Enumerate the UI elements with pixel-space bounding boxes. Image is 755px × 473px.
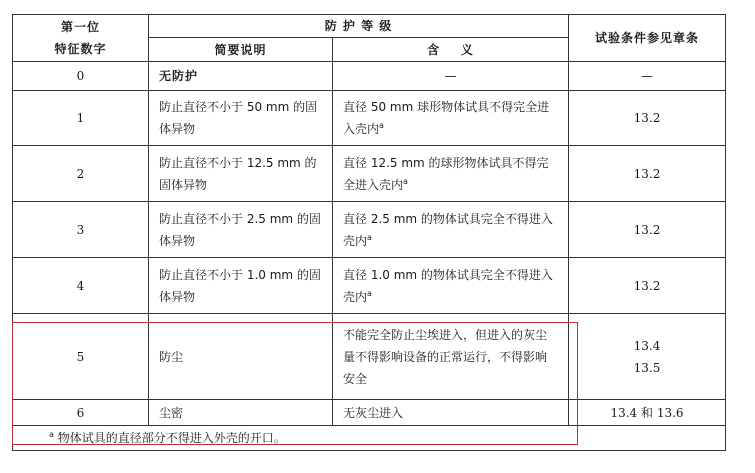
header-first-digit [13, 15, 149, 62]
table-row [13, 314, 726, 400]
ip-first-digit-table [12, 14, 726, 451]
test-cell [569, 314, 726, 400]
meaning-cell [333, 91, 569, 146]
digit-cell: 5 [13, 314, 149, 400]
digit-cell: 6 [13, 400, 149, 426]
header-first-digit-line1: 第一位 [60, 20, 100, 34]
footnote-text: 物体试具的直径部分不得进入外壳的开口。 [57, 431, 286, 445]
digit-cell: 3 [13, 202, 149, 258]
meaning-text: 直径 1.0 mm 的物体试具完全不得进入壳内 [343, 267, 553, 304]
test-cell: 13.2 [569, 146, 726, 202]
brief-cell: 防止直径不小于 50 mm 的固体异物 [149, 91, 333, 146]
header-protection-level: 防 护 等 级 [149, 15, 569, 38]
footnote-mark: a [367, 288, 372, 298]
table-row [13, 400, 726, 426]
header-row-1 [13, 15, 726, 38]
test-cell: 13.2 [569, 91, 726, 146]
table-row [13, 258, 726, 314]
meaning-cell [333, 146, 569, 202]
table-row [13, 202, 726, 258]
test-cell: 13.4 和 13.6 [569, 400, 726, 426]
meaning-cell [333, 258, 569, 314]
table-row [13, 62, 726, 91]
meaning-cell: — [333, 62, 569, 91]
meaning-cell: 不能完全防止尘埃进入，但进入的灰尘量不得影响设备的正常运行，不得影响安全 [333, 314, 569, 400]
digit-cell: 2 [13, 146, 149, 202]
table-row [13, 91, 726, 146]
test-cell: — [569, 62, 726, 91]
meaning-text: 直径 50 mm 球形物体试具不得完全进入壳内 [343, 100, 550, 136]
footnote-mark: a [367, 232, 372, 242]
brief-cell: 防止直径不小于 1.0 mm 的固体异物 [149, 258, 333, 314]
test-cell: 13.2 [569, 202, 726, 258]
meaning-text: 直径 2.5 mm 的物体试具完全不得进入壳内 [343, 211, 553, 248]
digit-cell: 1 [13, 91, 149, 146]
digit-cell: 0 [13, 62, 149, 91]
header-brief-description: 简要说明 [149, 38, 333, 62]
brief-cell: 防止直径不小于 2.5 mm 的固体异物 [149, 202, 333, 258]
meaning-cell [333, 202, 569, 258]
footnote-row [13, 426, 726, 451]
brief-cell: 尘密 [149, 400, 333, 426]
footnote-mark: a [49, 430, 54, 439]
footnote-mark: a [403, 176, 408, 186]
header-first-digit-line2: 特征数字 [54, 42, 107, 56]
brief-cell: 防尘 [149, 314, 333, 400]
meaning-text: 直径 12.5 mm 的球形物体试具不得完全进入壳内 [343, 155, 549, 192]
digit-cell: 4 [13, 258, 149, 314]
test-cell: 13.2 [569, 258, 726, 314]
header-meaning: 含 义 [333, 38, 569, 62]
test-cell-line1: 13.4 [633, 338, 661, 353]
table-row [13, 146, 726, 202]
brief-cell: 无防护 [149, 62, 333, 91]
footnote-mark: a [379, 121, 384, 130]
meaning-cell: 无灰尘进入 [333, 400, 569, 426]
footnote [13, 426, 726, 451]
brief-cell: 防止直径不小于 12.5 mm 的固体异物 [149, 146, 333, 202]
header-test-conditions: 试验条件参见章条 [569, 15, 726, 62]
test-cell-line2: 13.5 [633, 360, 661, 375]
